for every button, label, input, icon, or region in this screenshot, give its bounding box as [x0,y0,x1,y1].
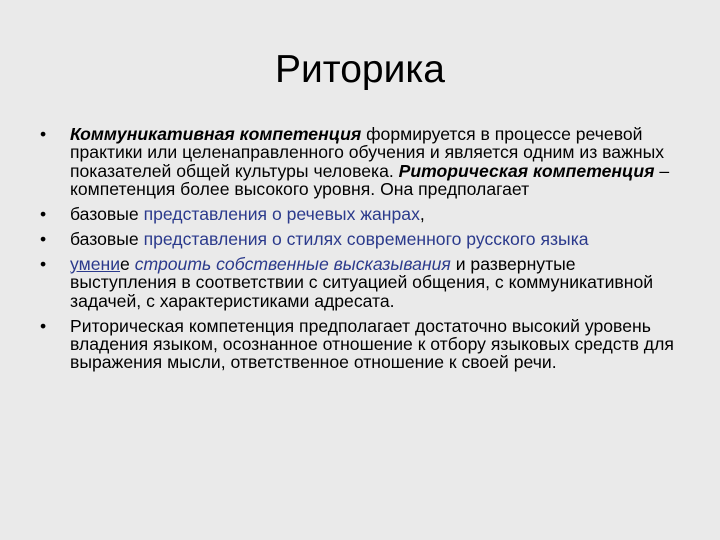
bullet-text: е [120,253,135,274]
bullet-icon: • [40,124,47,144]
bullet-icon: • [40,253,47,274]
bullet-item-communicative-competence [40,125,680,199]
highlight-speech-genres: представления о речевых жанрах [143,204,420,225]
skill-link[interactable]: умени [70,253,121,274]
bullet-item-rhetorical-level [40,317,680,372]
bullet-text: Риторическая компетенция предполагает достаточно высокий уровень владения языком, осознанное отношение к отбору языковых средств для выражения мысли, ответственное отношение к своей речи. [70,315,674,373]
term-communicative-competence: Коммуникативная компетенция [70,124,362,144]
bullet-item-language-styles [40,230,680,248]
slide-title: Риторика [275,48,445,91]
bullet-icon: • [40,204,47,225]
bullet-text: , [419,204,425,225]
bullet-text: – компетенция более высокого уровня. Она предполагает [70,160,670,200]
bullet-icon: • [40,229,47,250]
highlight-own-statements: строить собственные высказывания [134,253,451,274]
highlight-language-styles: представления о стилях современного русского языка [143,229,589,250]
term-rhetorical-competence: Риторическая компетенция [398,160,655,181]
bullet-text: и развернутые выступления в соответствии с ситуацией общения, с коммуникативной задачей, с характеристиками адресата. [70,253,654,311]
bullet-text: базовые [70,204,144,225]
bullet-text: формируется в процессе речевой практики или целенаправленного обучения и является одним из важных показателей общей культуры человека. [70,124,665,181]
bullet-text: базовые [70,229,144,250]
bullet-item-speech-genres [40,205,680,223]
bullet-icon: • [40,315,47,336]
bullet-list [40,125,680,378]
bullet-item-skill [40,255,680,310]
